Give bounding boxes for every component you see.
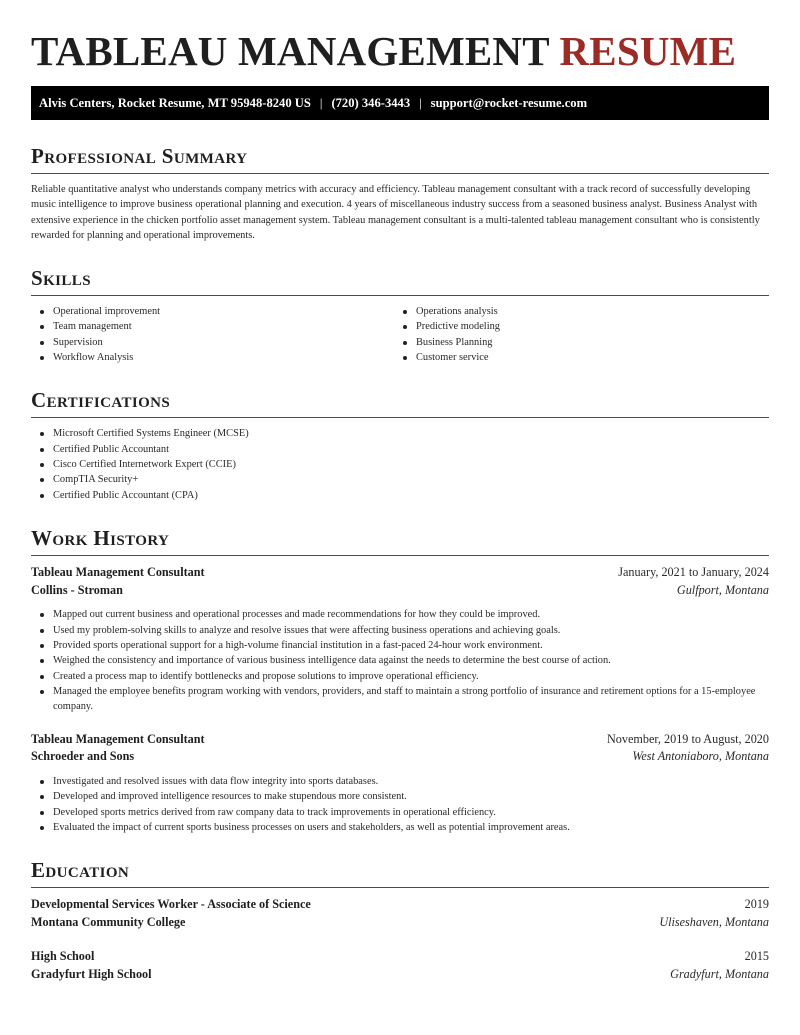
job-bullets [31, 607, 769, 714]
contact-email[interactable]: support@rocket-resume.com [430, 95, 588, 110]
summary-heading: Professional Summary [31, 144, 769, 174]
job-bullet: Used my problem-solving skills to analyze and resolve issues that were affecting business operations and achieving goals. [53, 623, 769, 638]
skill-item: Supervision [53, 335, 394, 350]
job-dates: January, 2021 to January, 2024 [618, 564, 769, 579]
skills-list-right [394, 304, 757, 365]
education-year: 2015 [744, 948, 769, 963]
certification-item: Cisco Certified Internetwork Expert (CCIE) [53, 457, 769, 472]
job-company: Schroeder and Sons [31, 749, 135, 764]
job-title-row [31, 564, 769, 582]
job-location: Gulfport, Montana [676, 582, 769, 597]
job-location: West Antoniaboro, Montana [632, 749, 769, 764]
work-history-section [31, 526, 769, 835]
education-degree-row [31, 948, 769, 966]
certifications-heading: Certifications [31, 388, 769, 418]
education-heading: Education [31, 858, 769, 888]
education-section [31, 858, 769, 983]
resume-page [31, 0, 769, 984]
job-bullet: Evaluated the impact of current sports business processes on users and stakeholders, as well as potential improvement areas. [53, 820, 769, 835]
skills-list-left [31, 304, 394, 365]
contact-address: Alvis Centers, Rocket Resume, MT 95948-8240 US [39, 95, 311, 110]
education-year: 2019 [744, 897, 769, 912]
certification-item: Certified Public Accountant (CPA) [53, 488, 769, 503]
certifications-list [31, 426, 769, 502]
summary-text: Reliable quantitative analyst who understands company metrics with accuracy and efficiency. Tableau management consultant with a track record of successfully developing music intelligence to improve business operational planning and execution. 4 years of miscellaneous industry success from a seasoned business analyst. Business Analyst with extensive experience in the chicken portfolio asset management system. Tableau management consultant is a multi-talented tableau management consultant who is consistently rewarded for planning and operational improvements. [31, 184, 760, 241]
skill-item: Operational improvement [53, 304, 394, 319]
skills-column-left [31, 296, 394, 365]
skill-item: Business Planning [416, 335, 757, 350]
contact-bar [31, 86, 769, 120]
education-school: Gradyfurt High School [31, 966, 152, 981]
job-company: Collins - Stroman [31, 582, 123, 597]
skill-item: Workflow Analysis [53, 350, 394, 365]
education-school-row [31, 966, 769, 984]
education-school: Montana Community College [31, 915, 186, 930]
resume-title [31, 28, 769, 74]
title-accent: RESUME [559, 28, 737, 74]
skill-item: Operations analysis [416, 304, 757, 319]
education-degree-row [31, 896, 769, 914]
summary-section [31, 144, 769, 243]
skill-item: Predictive modeling [416, 319, 757, 334]
education-entry [31, 948, 769, 984]
job-bullet: Investigated and resolved issues with data flow integrity into sports databases. [53, 774, 769, 789]
skills-section [31, 266, 769, 365]
job-bullet: Provided sports operational support for a high-volume financial institution in a fast-paced 24-hour work environment. [53, 638, 769, 653]
job-title: Tableau Management Consultant [31, 564, 205, 579]
title-main: TABLEAU MANAGEMENT [31, 28, 550, 74]
certification-item: Microsoft Certified Systems Engineer (MCSE) [53, 426, 769, 441]
work-history-heading: Work History [31, 526, 769, 556]
job-dates: November, 2019 to August, 2020 [606, 731, 769, 746]
education-degree: Developmental Services Worker - Associate of Science [31, 897, 311, 912]
certification-item: CompTIA Security+ [53, 472, 769, 487]
skills-heading: Skills [31, 266, 769, 296]
job-bullets [31, 774, 769, 835]
job-company-row [31, 582, 769, 600]
contact-phone[interactable]: (720) 346-3443 [331, 95, 411, 110]
job-title: Tableau Management Consultant [31, 731, 205, 746]
education-school-row [31, 914, 769, 932]
job-bullet: Managed the employee benefits program working with vendors, providers, and staff to maintain a strong portfolio of insurance and retirement options for a 15-employee company. [53, 684, 769, 715]
skill-item: Team management [53, 319, 394, 334]
job-bullet: Mapped out current business and operational processes and made recommendations for how they could be improved. [53, 607, 769, 622]
skill-item: Customer service [416, 350, 757, 365]
job-bullet: Weighed the consistency and importance of various business intelligence data against the needs to determine the best course of action. [53, 653, 769, 668]
skills-column-right [394, 296, 757, 365]
job-company-row [31, 748, 769, 766]
job-entry [31, 731, 769, 836]
education-degree: High School [31, 948, 95, 963]
education-location: Gradyfurt, Montana [670, 966, 769, 981]
contact-separator: | [319, 95, 323, 110]
education-entry [31, 896, 769, 932]
job-bullet: Developed sports metrics derived from raw company data to track improvements in operational efficiency. [53, 805, 769, 820]
job-entry [31, 564, 769, 715]
contact-separator: | [419, 95, 422, 110]
certifications-section [31, 388, 769, 502]
certification-item: Certified Public Accountant [53, 442, 769, 457]
job-bullet: Developed and improved intelligence resources to make stupendous more consistent. [53, 789, 769, 804]
education-location: Uliseshaven, Montana [659, 915, 769, 930]
skills-columns [31, 296, 769, 365]
job-title-row [31, 731, 769, 749]
job-bullet: Created a process map to identify bottlenecks and propose solutions to improve operational efficiency. [53, 669, 769, 684]
